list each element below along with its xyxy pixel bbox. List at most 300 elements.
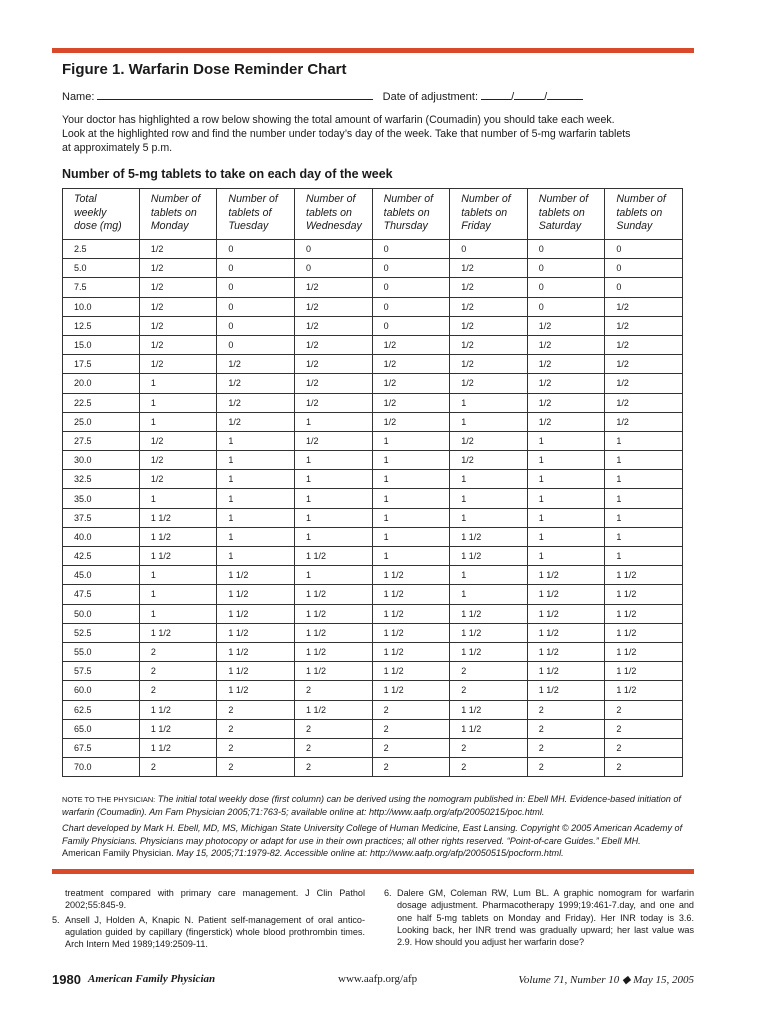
tablet-count-cell: 2 (295, 738, 373, 757)
tablet-count-cell: 1/2 (605, 412, 683, 431)
tablet-count-cell: 1/2 (450, 316, 528, 335)
tablet-count-cell: 1/2 (605, 297, 683, 316)
tablet-count-cell: 0 (372, 259, 450, 278)
note-text: The initial total weekly dose (first column) can be derived using the nomogram published in: Ebell MH. Evidence-based initiation of warfarin (Coumadin). Am Fam Physician 2005;71:763-5; available online at: http://www.aafp.org/afp/20050215/poc.html. (62, 794, 681, 818)
tablet-count-cell: 1 1/2 (450, 547, 528, 566)
tablet-count-cell: 2 (527, 719, 605, 738)
header-line: tablets on (306, 206, 352, 219)
note-paragraph (62, 793, 694, 818)
tablet-count-cell: 1/2 (527, 335, 605, 354)
tablet-count-cell: 1 (450, 585, 528, 604)
weekly-dose-cell: 20.0 (63, 374, 140, 393)
weekly-dose-cell: 40.0 (63, 527, 140, 546)
tablet-count-cell: 1 (605, 431, 683, 450)
tablet-count-cell: 2 (217, 719, 295, 738)
credit-paragraph (62, 822, 694, 859)
weekly-dose-cell: 35.0 (63, 489, 140, 508)
header-total-dose (63, 189, 140, 240)
tablet-count-cell: 1 1/2 (450, 623, 528, 642)
tablet-count-cell: 1 (450, 393, 528, 412)
header-line: Wednesday (306, 220, 362, 233)
tablet-count-cell: 1 (295, 527, 373, 546)
weekly-dose-cell: 27.5 (63, 431, 140, 450)
header-line: Number of (538, 193, 589, 205)
tablet-count-cell: 1/2 (139, 297, 217, 316)
tablet-count-cell: 1 (527, 470, 605, 489)
tablet-count-cell: 0 (527, 259, 605, 278)
weekly-dose-cell: 50.0 (63, 604, 140, 623)
tablet-count-cell: 1 (372, 547, 450, 566)
table-row (63, 719, 683, 738)
tablet-count-cell: 1/2 (372, 355, 450, 374)
tablet-count-cell: 1 (372, 451, 450, 470)
weekly-dose-cell: 30.0 (63, 451, 140, 470)
tablet-count-cell: 1 1/2 (527, 642, 605, 661)
weekly-dose-cell: 57.5 (63, 662, 140, 681)
tablet-count-cell: 1 1/2 (217, 642, 295, 661)
tablet-count-cell: 1 1/2 (295, 547, 373, 566)
tablet-count-cell: 1/2 (372, 335, 450, 354)
tablet-count-cell: 1 1/2 (605, 585, 683, 604)
tablet-count-cell: 1 (372, 431, 450, 450)
tablet-count-cell: 1 (527, 489, 605, 508)
tablet-count-cell: 0 (295, 259, 373, 278)
weekly-dose-cell: 25.0 (63, 412, 140, 431)
reference-number (52, 887, 65, 912)
tablet-count-cell: 2 (605, 719, 683, 738)
weekly-dose-cell: 67.5 (63, 738, 140, 757)
tablet-count-cell: 1/2 (139, 335, 217, 354)
tablet-count-cell: 1/2 (450, 355, 528, 374)
date-separator: / (544, 91, 548, 103)
table-row (63, 489, 683, 508)
tablet-count-cell: 1 1/2 (605, 566, 683, 585)
tablet-count-cell: 1 (217, 527, 295, 546)
tablet-count-cell: 1 (372, 508, 450, 527)
tablet-count-cell: 1 1/2 (450, 700, 528, 719)
tablet-count-cell: 1/2 (372, 374, 450, 393)
table-row (63, 585, 683, 604)
tablet-count-cell: 2 (450, 758, 528, 777)
tablet-count-cell: 2 (372, 738, 450, 757)
weekly-dose-cell: 37.5 (63, 508, 140, 527)
header-line: dose (mg) (74, 220, 122, 233)
intro-line: at approximately 5 p.m. (62, 142, 173, 154)
tablet-count-cell: 2 (372, 700, 450, 719)
tablet-count-cell: 1 (139, 604, 217, 623)
tablet-count-cell: 1 (139, 489, 217, 508)
tablet-count-cell: 1/2 (217, 393, 295, 412)
header-day-4 (372, 189, 450, 240)
reference-number: 5. (52, 914, 60, 925)
header-line: tablets of (228, 206, 272, 219)
tablet-count-cell: 1 1/2 (605, 604, 683, 623)
weekly-dose-cell: 17.5 (63, 355, 140, 374)
tablet-count-cell: 0 (217, 335, 295, 354)
tablet-count-cell: 1 (295, 470, 373, 489)
tablet-count-cell: 0 (605, 278, 683, 297)
weekly-dose-cell: 5.0 (63, 259, 140, 278)
tablet-count-cell: 1 (139, 374, 217, 393)
tablet-count-cell: 1 1/2 (372, 566, 450, 585)
tablet-count-cell: 2 (295, 758, 373, 777)
name-date-line (62, 89, 692, 103)
header-line: Number of (383, 193, 434, 205)
tablet-count-cell: 1/2 (217, 355, 295, 374)
tablet-count-cell: 1 1/2 (605, 642, 683, 661)
tablet-count-cell: 1/2 (295, 316, 373, 335)
weekly-dose-cell: 70.0 (63, 758, 140, 777)
tablet-count-cell: 1 (450, 470, 528, 489)
table-row (63, 316, 683, 335)
tablet-count-cell: 1/2 (605, 316, 683, 335)
tablet-count-cell: 1 1/2 (527, 585, 605, 604)
tablet-count-cell: 2 (139, 681, 217, 700)
header-line: Number of (228, 193, 278, 205)
tablet-count-cell: 1 (605, 489, 683, 508)
intro-line: Look at the highlighted row and find the number under today’s day of the week. Take that number of 5-mg warfarin tablets (62, 128, 631, 140)
tablet-count-cell: 2 (605, 758, 683, 777)
page-number: 1980 (52, 972, 81, 987)
tablet-count-cell: 2 (139, 642, 217, 661)
header-line: tablets on (461, 206, 508, 219)
tablet-count-cell: 1 (139, 566, 217, 585)
tablet-count-cell: 1 (139, 412, 217, 431)
tablet-count-cell: 1/2 (450, 297, 528, 316)
tablet-count-cell: 1 (527, 431, 605, 450)
reference-item (384, 887, 694, 948)
tablet-count-cell: 1 (527, 547, 605, 566)
date-blank-month (481, 89, 511, 100)
tablet-count-cell: 0 (372, 297, 450, 316)
weekly-dose-cell: 7.5 (63, 278, 140, 297)
tablet-count-cell: 2 (527, 758, 605, 777)
tablet-count-cell: 1/2 (450, 335, 528, 354)
tablet-count-cell: 0 (450, 240, 528, 259)
bottom-accent-rule (52, 869, 694, 874)
tablet-count-cell: 1 1/2 (372, 604, 450, 623)
tablet-count-cell: 1 1/2 (450, 719, 528, 738)
table-row (63, 700, 683, 719)
tablet-count-cell: 1 1/2 (217, 604, 295, 623)
header-line: Number of (616, 193, 666, 205)
tablet-count-cell: 1 1/2 (372, 681, 450, 700)
tablet-count-cell: 1 1/2 (217, 566, 295, 585)
tablet-count-cell: 1 1/2 (372, 642, 450, 661)
weekly-dose-cell: 52.5 (63, 623, 140, 642)
table-row (63, 297, 683, 316)
tablet-count-cell: 1 1/2 (372, 662, 450, 681)
tablet-count-cell: 2 (605, 700, 683, 719)
tablet-count-cell: 1 1/2 (527, 604, 605, 623)
tablet-count-cell: 1 (295, 489, 373, 508)
volume-info: Volume 71, Number 10 ◆ May 15, 2005 (518, 974, 694, 986)
date-blank-year (547, 89, 583, 100)
header-line: Number of (461, 193, 511, 205)
figure-title: Figure 1. Warfarin Dose Reminder Chart (62, 61, 347, 78)
page-footer (52, 972, 694, 988)
tablet-count-cell: 0 (217, 297, 295, 316)
table-row (63, 412, 683, 431)
tablet-count-cell: 2 (217, 700, 295, 719)
physician-note (62, 793, 694, 863)
tablet-count-cell: 1/2 (295, 278, 373, 297)
table-row (63, 355, 683, 374)
tablet-count-cell: 1 1/2 (295, 585, 373, 604)
note-lead: NOTE TO THE PHYSICIAN: (62, 795, 156, 804)
weekly-dose-cell: 15.0 (63, 335, 140, 354)
tablet-count-cell: 1 1/2 (295, 623, 373, 642)
reference-item (52, 887, 365, 912)
tablet-count-cell: 1/2 (527, 316, 605, 335)
header-line: tablets on (538, 206, 585, 219)
tablet-count-cell: 1 1/2 (139, 623, 217, 642)
weekly-dose-cell: 32.5 (63, 470, 140, 489)
tablet-count-cell: 1 (605, 508, 683, 527)
tablet-count-cell: 1 (217, 489, 295, 508)
tablet-count-cell: 1/2 (139, 470, 217, 489)
tablet-count-cell: 1 (372, 527, 450, 546)
tablet-count-cell: 0 (605, 240, 683, 259)
tablet-count-cell: 1 (217, 508, 295, 527)
tablet-count-cell: 1 1/2 (372, 585, 450, 604)
intro-line: Your doctor has highlighted a row below showing the total amount of warfarin (Coumadin) you should take each week. (62, 114, 615, 126)
tablet-count-cell: 1 1/2 (139, 547, 217, 566)
tablet-count-cell: 1 (217, 431, 295, 450)
tablet-count-cell: 1/2 (139, 355, 217, 374)
header-day-1 (139, 189, 217, 240)
tablet-count-cell: 1 1/2 (217, 662, 295, 681)
tablet-count-cell: 1 1/2 (139, 700, 217, 719)
tablet-count-cell: 0 (372, 278, 450, 297)
tablet-count-cell: 1 (295, 508, 373, 527)
tablet-count-cell: 1/2 (295, 374, 373, 393)
tablet-count-cell: 1/2 (295, 297, 373, 316)
tablet-count-cell: 1 1/2 (295, 642, 373, 661)
tablet-count-cell: 1 (450, 508, 528, 527)
tablet-count-cell: 1/2 (605, 335, 683, 354)
header-line: Number of (150, 193, 201, 205)
tablet-count-cell: 1 (527, 508, 605, 527)
tablet-count-cell: 0 (527, 278, 605, 297)
weekly-dose-cell: 47.5 (63, 585, 140, 604)
tablet-count-cell: 0 (372, 316, 450, 335)
tablet-count-cell: 0 (527, 240, 605, 259)
weekly-dose-cell: 55.0 (63, 642, 140, 661)
tablet-count-cell: 1 1/2 (217, 623, 295, 642)
tablet-count-cell: 1 1/2 (605, 681, 683, 700)
tablet-count-cell: 1 (372, 470, 450, 489)
tablet-count-cell: 1 (605, 547, 683, 566)
tablet-count-cell: 1 (217, 451, 295, 470)
tablet-count-cell: 1 1/2 (450, 527, 528, 546)
tablet-count-cell: 1/2 (139, 240, 217, 259)
tablet-count-cell: 1/2 (450, 431, 528, 450)
table-row (63, 642, 683, 661)
weekly-dose-cell: 65.0 (63, 719, 140, 738)
table-row (63, 738, 683, 757)
header-line: tablets on (150, 206, 197, 219)
credit-tail: May 15, 2005;71:1979-82. Accessible online at: http://www.aafp.org/afp/20050515/pocform.html. (176, 847, 564, 858)
table-row (63, 681, 683, 700)
weekly-dose-cell: 45.0 (63, 566, 140, 585)
journal-url[interactable]: www.aafp.org/afp (338, 973, 418, 985)
tablet-count-cell: 1 (527, 527, 605, 546)
table-row (63, 374, 683, 393)
intro-text (62, 113, 692, 155)
tablet-count-cell: 1/2 (605, 355, 683, 374)
tablet-count-cell: 1 (139, 393, 217, 412)
date-separator: / (511, 91, 515, 103)
tablet-count-cell: 1 1/2 (450, 642, 528, 661)
tablet-count-cell: 1/2 (450, 374, 528, 393)
tablet-count-cell: 2 (139, 758, 217, 777)
header-day-3 (295, 189, 373, 240)
table-row (63, 431, 683, 450)
tablet-count-cell: 1 1/2 (139, 527, 217, 546)
table-row (63, 393, 683, 412)
header-line: weekly (74, 206, 107, 219)
journal-name: American Family Physician (88, 973, 216, 985)
credit-journal: American Family Physician. (62, 847, 174, 858)
tablet-count-cell: 1/2 (450, 278, 528, 297)
tablet-count-cell: 1/2 (295, 355, 373, 374)
table-title: Number of 5-mg tablets to take on each day of the week (62, 167, 393, 181)
date-blank-day (514, 89, 544, 100)
tablet-count-cell: 1 1/2 (139, 738, 217, 757)
tablet-count-cell: 1 1/2 (527, 623, 605, 642)
tablet-count-cell: 1/2 (295, 431, 373, 450)
date-label: Date of adjustment: (382, 91, 479, 103)
tablet-count-cell: 1/2 (139, 259, 217, 278)
table-row (63, 527, 683, 546)
table-row (63, 259, 683, 278)
tablet-count-cell: 1/2 (139, 451, 217, 470)
tablet-count-cell: 1 (295, 412, 373, 431)
reference-text: Ansell J, Holden A, Knapic N. Patient self-management of oral antico-agulation guided by capillary (fingerstick) whole blood prothrombin times. Arch Intern Med 1989;149:2509-11. (65, 914, 365, 950)
tablet-count-cell: 2 (372, 719, 450, 738)
header-line: Tuesday (228, 220, 269, 233)
tablet-count-cell: 1/2 (450, 451, 528, 470)
table-row (63, 662, 683, 681)
tablet-count-cell: 2 (372, 758, 450, 777)
tablet-count-cell: 1/2 (139, 278, 217, 297)
tablet-count-cell: 0 (217, 316, 295, 335)
table-row (63, 335, 683, 354)
tablet-count-cell: 1 1/2 (527, 566, 605, 585)
tablet-count-cell: 2 (295, 681, 373, 700)
tablet-count-cell: 1/2 (527, 412, 605, 431)
tablet-count-cell: 1 1/2 (527, 662, 605, 681)
weekly-dose-cell: 42.5 (63, 547, 140, 566)
table-row (63, 547, 683, 566)
tablet-count-cell: 1 1/2 (527, 681, 605, 700)
weekly-dose-cell: 2.5 (63, 240, 140, 259)
header-line: Saturday (538, 220, 582, 233)
tablet-count-cell: 1 1/2 (372, 623, 450, 642)
table-row (63, 451, 683, 470)
tablet-count-cell: 1/2 (527, 355, 605, 374)
weekly-dose-cell: 12.5 (63, 316, 140, 335)
tablet-count-cell: 0 (295, 240, 373, 259)
tablet-count-cell: 1/2 (605, 393, 683, 412)
weekly-dose-cell: 60.0 (63, 681, 140, 700)
header-day-6 (527, 189, 605, 240)
tablet-count-cell: 1 1/2 (139, 508, 217, 527)
table-body (63, 240, 683, 777)
tablet-count-cell: 2 (527, 700, 605, 719)
reference-text: treatment compared with primary care management. J Clin Pathol 2002;55:845-9. (65, 888, 365, 911)
tablet-count-cell: 1/2 (295, 335, 373, 354)
top-accent-rule (52, 48, 694, 53)
tablet-count-cell: 1 (450, 489, 528, 508)
tablet-count-cell: 2 (527, 738, 605, 757)
table-row (63, 278, 683, 297)
weekly-dose-cell: 22.5 (63, 393, 140, 412)
tablet-count-cell: 1 1/2 (295, 604, 373, 623)
weekly-dose-cell: 10.0 (63, 297, 140, 316)
tablet-count-cell: 1 (295, 451, 373, 470)
weekly-dose-cell: 62.5 (63, 700, 140, 719)
table-header-row (63, 189, 683, 240)
tablet-count-cell: 1 1/2 (295, 662, 373, 681)
tablet-count-cell: 2 (605, 738, 683, 757)
header-day-5 (450, 189, 528, 240)
header-line: tablets on (616, 206, 663, 219)
tablet-count-cell: 0 (527, 297, 605, 316)
table-row (63, 623, 683, 642)
tablet-count-cell: 1/2 (217, 412, 295, 431)
tablet-count-cell: 1/2 (139, 431, 217, 450)
header-line: Total (74, 193, 97, 205)
tablet-count-cell: 1 1/2 (295, 700, 373, 719)
tablet-count-cell: 0 (217, 259, 295, 278)
tablet-count-cell: 1/2 (527, 374, 605, 393)
table-row (63, 240, 683, 259)
tablet-count-cell: 1/2 (450, 259, 528, 278)
tablet-count-cell: 1 (605, 470, 683, 489)
tablet-count-cell: 0 (217, 278, 295, 297)
header-line: Friday (461, 220, 491, 233)
tablet-count-cell: 1 1/2 (217, 585, 295, 604)
tablet-count-cell: 1 (217, 547, 295, 566)
tablet-count-cell: 1/2 (295, 393, 373, 412)
tablet-count-cell: 0 (372, 240, 450, 259)
tablet-count-cell: 2 (450, 662, 528, 681)
header-line: tablets on (383, 206, 430, 219)
tablet-count-cell: 1/2 (372, 412, 450, 431)
tablet-count-cell: 2 (450, 738, 528, 757)
header-line: Sunday (616, 220, 653, 233)
tablet-count-cell: 1 (372, 489, 450, 508)
table-row (63, 604, 683, 623)
tablet-count-cell: 1 (605, 527, 683, 546)
tablet-count-cell: 0 (217, 240, 295, 259)
tablet-count-cell: 2 (295, 719, 373, 738)
tablet-count-cell: 2 (450, 681, 528, 700)
tablet-count-cell: 1 (450, 566, 528, 585)
reference-number: 6. (384, 888, 392, 898)
table-row (63, 566, 683, 585)
tablet-count-cell: 2 (217, 758, 295, 777)
header-line: Thursday (383, 220, 428, 233)
tablet-count-cell: 2 (139, 662, 217, 681)
tablet-count-cell: 1 (450, 412, 528, 431)
table-row (63, 470, 683, 489)
credit-italic: Chart developed by Mark H. Ebell, MD, MS, Michigan State University College of Human Medicine, East Lansing. Copyright © 2005 American Academy of Family Physicians. Physicians may photocopy or adapt for use in their own practices; all other rights reserved. “Point-of-care Guides.” Ebell MH. (62, 823, 683, 846)
tablet-count-cell: 1 1/2 (217, 681, 295, 700)
tablet-count-cell: 1 (295, 566, 373, 585)
